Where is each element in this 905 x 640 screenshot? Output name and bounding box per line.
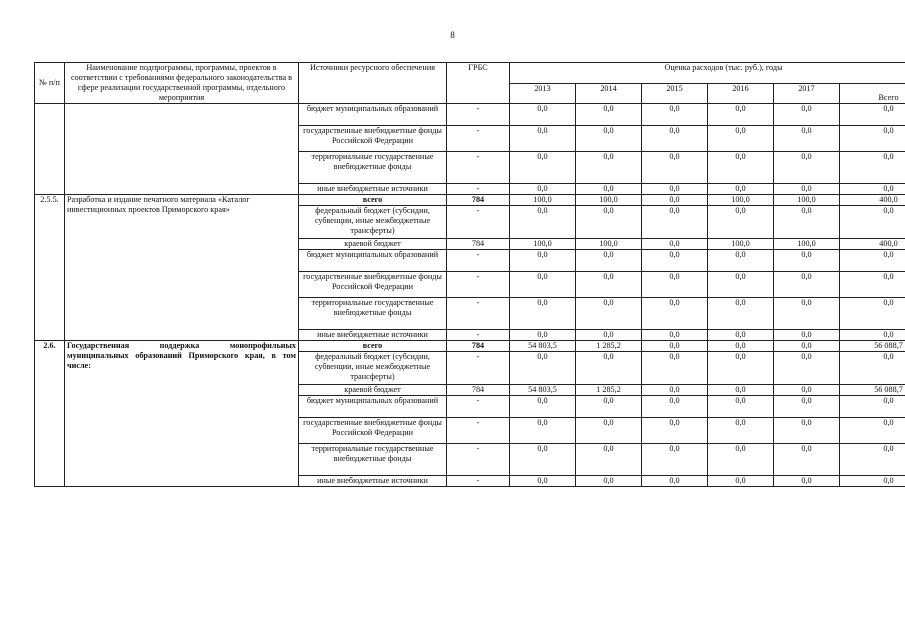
value-2016: 0,0 <box>708 206 774 239</box>
funding-source: федеральный бюджет (субсидии, субвенции, иные межбюджетные трансферты) <box>299 352 447 385</box>
value-total: 400,0 <box>840 239 905 250</box>
value-2013: 0,0 <box>510 104 576 126</box>
header-total: Всего <box>840 83 905 104</box>
value-2017: 0,0 <box>774 444 840 476</box>
value-total: 0,0 <box>840 476 905 487</box>
value-2017: 0,0 <box>774 298 840 330</box>
value-2017: 0,0 <box>774 330 840 341</box>
value-total: 0,0 <box>840 250 905 272</box>
grbs-code: - <box>447 298 510 330</box>
header-year-2016: 2016 <box>708 83 774 104</box>
funding-source: территориальные государственные внебюджетные фонды <box>299 152 447 184</box>
value-2014: 0,0 <box>576 126 642 152</box>
value-2014: 0,0 <box>576 250 642 272</box>
value-2015: 0,0 <box>642 385 708 396</box>
row-name <box>65 104 299 195</box>
funding-source: территориальные государственные внебюджетные фонды <box>299 298 447 330</box>
value-total: 0,0 <box>840 152 905 184</box>
value-2017: 0,0 <box>774 206 840 239</box>
grbs-code: - <box>447 476 510 487</box>
value-total: 0,0 <box>840 396 905 418</box>
value-2016: 0,0 <box>708 298 774 330</box>
value-2015: 0,0 <box>642 298 708 330</box>
value-2015: 0,0 <box>642 444 708 476</box>
value-2015: 0,0 <box>642 341 708 352</box>
value-2017: 100,0 <box>774 195 840 206</box>
value-2015: 0,0 <box>642 418 708 444</box>
value-2016: 0,0 <box>708 184 774 195</box>
value-2014: 0,0 <box>576 444 642 476</box>
value-2017: 0,0 <box>774 476 840 487</box>
value-total: 0,0 <box>840 206 905 239</box>
page-number: 8 <box>450 30 455 40</box>
header-estimate: Оценка расходов (тыс. руб.), годы <box>510 63 905 84</box>
value-2016: 0,0 <box>708 152 774 184</box>
grbs-code: - <box>447 250 510 272</box>
value-2016: 100,0 <box>708 195 774 206</box>
row-number: 2.6. <box>35 341 65 487</box>
value-2013: 100,0 <box>510 195 576 206</box>
header-year-2017: 2017 <box>774 83 840 104</box>
value-2016: 0,0 <box>708 385 774 396</box>
funding-source: территориальные государственные внебюджетные фонды <box>299 444 447 476</box>
value-2014: 0,0 <box>576 152 642 184</box>
value-total: 56 088,7 <box>840 385 905 396</box>
table-row <box>35 104 905 126</box>
funding-source: бюджет муниципальных образований <box>299 250 447 272</box>
value-2013: 0,0 <box>510 396 576 418</box>
value-2017: 0,0 <box>774 272 840 298</box>
value-2017: 0,0 <box>774 104 840 126</box>
header-year-2014: 2014 <box>576 83 642 104</box>
value-2017: 100,0 <box>774 239 840 250</box>
value-2014: 1 285,2 <box>576 341 642 352</box>
value-2013: 0,0 <box>510 206 576 239</box>
value-2014: 0,0 <box>576 104 642 126</box>
value-2017: 0,0 <box>774 152 840 184</box>
value-2016: 100,0 <box>708 239 774 250</box>
value-2017: 0,0 <box>774 396 840 418</box>
value-2015: 0,0 <box>642 184 708 195</box>
value-2015: 0,0 <box>642 476 708 487</box>
value-2014: 0,0 <box>576 272 642 298</box>
grbs-code: - <box>447 418 510 444</box>
funding-source: краевой бюджет <box>299 239 447 250</box>
value-2016: 0,0 <box>708 126 774 152</box>
value-total: 0,0 <box>840 298 905 330</box>
value-2016: 0,0 <box>708 272 774 298</box>
value-total: 0,0 <box>840 272 905 298</box>
value-2014: 0,0 <box>576 298 642 330</box>
value-2017: 0,0 <box>774 352 840 385</box>
grbs-code: - <box>447 152 510 184</box>
table-row <box>35 195 905 206</box>
value-2015: 0,0 <box>642 126 708 152</box>
value-2013: 0,0 <box>510 476 576 487</box>
value-2016: 0,0 <box>708 444 774 476</box>
grbs-code: 784 <box>447 385 510 396</box>
funding-source: иные внебюджетные источники <box>299 476 447 487</box>
header-year-2015: 2015 <box>642 83 708 104</box>
value-2015: 0,0 <box>642 206 708 239</box>
funding-source: государственные внебюджетные фонды Российской Федерации <box>299 126 447 152</box>
value-2015: 0,0 <box>642 195 708 206</box>
value-2015: 0,0 <box>642 352 708 385</box>
header-name: Наименование подпрограммы, программы, проектов в соответствии с требованиями федерального законодательства в сфере реализации государственной программы, отдельного мероприятия <box>65 63 299 104</box>
grbs-code: - <box>447 330 510 341</box>
value-2013: 0,0 <box>510 126 576 152</box>
value-total: 400,0 <box>840 195 905 206</box>
value-2015: 0,0 <box>642 239 708 250</box>
row-number <box>35 104 65 195</box>
value-2013: 0,0 <box>510 250 576 272</box>
funding-source: бюджет муниципальных образований <box>299 104 447 126</box>
value-2014: 1 285,2 <box>576 385 642 396</box>
value-2013: 0,0 <box>510 418 576 444</box>
grbs-code: 784 <box>447 195 510 206</box>
value-2015: 0,0 <box>642 330 708 341</box>
value-2014: 0,0 <box>576 352 642 385</box>
funding-source: краевой бюджет <box>299 385 447 396</box>
value-2013: 0,0 <box>510 272 576 298</box>
value-2017: 0,0 <box>774 341 840 352</box>
value-2013: 0,0 <box>510 352 576 385</box>
funding-source: государственные внебюджетные фонды Российской Федерации <box>299 418 447 444</box>
header-grbs: ГРБС <box>447 63 510 104</box>
value-2013: 54 803,5 <box>510 385 576 396</box>
row-name: Государственная поддержка монопрофильных муниципальных образований Приморского края, в том числе: <box>65 341 299 487</box>
grbs-code: - <box>447 396 510 418</box>
value-2013: 100,0 <box>510 239 576 250</box>
header-num: № п/п <box>35 63 65 104</box>
value-2016: 0,0 <box>708 330 774 341</box>
value-2014: 0,0 <box>576 206 642 239</box>
value-2014: 0,0 <box>576 184 642 195</box>
value-total: 0,0 <box>840 104 905 126</box>
value-2015: 0,0 <box>642 152 708 184</box>
grbs-code: - <box>447 206 510 239</box>
row-name: Разработка и издание печатного материала «Каталог инвестиционных проектов Приморского края» <box>65 195 299 341</box>
value-2016: 0,0 <box>708 476 774 487</box>
table-row <box>35 341 905 352</box>
value-2013: 0,0 <box>510 444 576 476</box>
value-2014: 0,0 <box>576 476 642 487</box>
funding-source: бюджет муниципальных образований <box>299 396 447 418</box>
value-2014: 0,0 <box>576 330 642 341</box>
grbs-code: - <box>447 184 510 195</box>
value-2013: 0,0 <box>510 330 576 341</box>
value-total: 0,0 <box>840 126 905 152</box>
value-2015: 0,0 <box>642 104 708 126</box>
value-2014: 0,0 <box>576 418 642 444</box>
value-2014: 100,0 <box>576 239 642 250</box>
value-2016: 0,0 <box>708 396 774 418</box>
row-number: 2.5.5. <box>35 195 65 341</box>
grbs-code: 784 <box>447 239 510 250</box>
grbs-code: - <box>447 126 510 152</box>
value-2013: 0,0 <box>510 152 576 184</box>
value-2016: 0,0 <box>708 418 774 444</box>
value-2013: 0,0 <box>510 184 576 195</box>
value-2017: 0,0 <box>774 250 840 272</box>
value-2013: 0,0 <box>510 298 576 330</box>
value-2016: 0,0 <box>708 341 774 352</box>
funding-source: иные внебюджетные источники <box>299 330 447 341</box>
funding-source: федеральный бюджет (субсидии, субвенции, иные межбюджетные трансферты) <box>299 206 447 239</box>
funding-source: государственные внебюджетные фонды Российской Федерации <box>299 272 447 298</box>
value-total: 0,0 <box>840 444 905 476</box>
value-2014: 100,0 <box>576 195 642 206</box>
value-2013: 54 803,5 <box>510 341 576 352</box>
value-2017: 0,0 <box>774 385 840 396</box>
funding-source: иные внебюджетные источники <box>299 184 447 195</box>
grbs-code: - <box>447 104 510 126</box>
value-2014: 0,0 <box>576 396 642 418</box>
header-year-2013: 2013 <box>510 83 576 104</box>
grbs-code: - <box>447 352 510 385</box>
value-2016: 0,0 <box>708 250 774 272</box>
value-2017: 0,0 <box>774 184 840 195</box>
value-2017: 0,0 <box>774 126 840 152</box>
budget-table <box>34 62 905 487</box>
value-2016: 0,0 <box>708 104 774 126</box>
value-2017: 0,0 <box>774 418 840 444</box>
grbs-code: - <box>447 272 510 298</box>
value-total: 56 088,7 <box>840 341 905 352</box>
value-total: 0,0 <box>840 352 905 385</box>
funding-source: всего <box>299 341 447 352</box>
value-total: 0,0 <box>840 418 905 444</box>
grbs-code: 784 <box>447 341 510 352</box>
value-2016: 0,0 <box>708 352 774 385</box>
value-total: 0,0 <box>840 330 905 341</box>
value-2015: 0,0 <box>642 272 708 298</box>
value-2015: 0,0 <box>642 396 708 418</box>
header-source: Источники ресурсного обеспечения <box>299 63 447 104</box>
value-total: 0,0 <box>840 184 905 195</box>
funding-source: всего <box>299 195 447 206</box>
grbs-code: - <box>447 444 510 476</box>
value-2015: 0,0 <box>642 250 708 272</box>
